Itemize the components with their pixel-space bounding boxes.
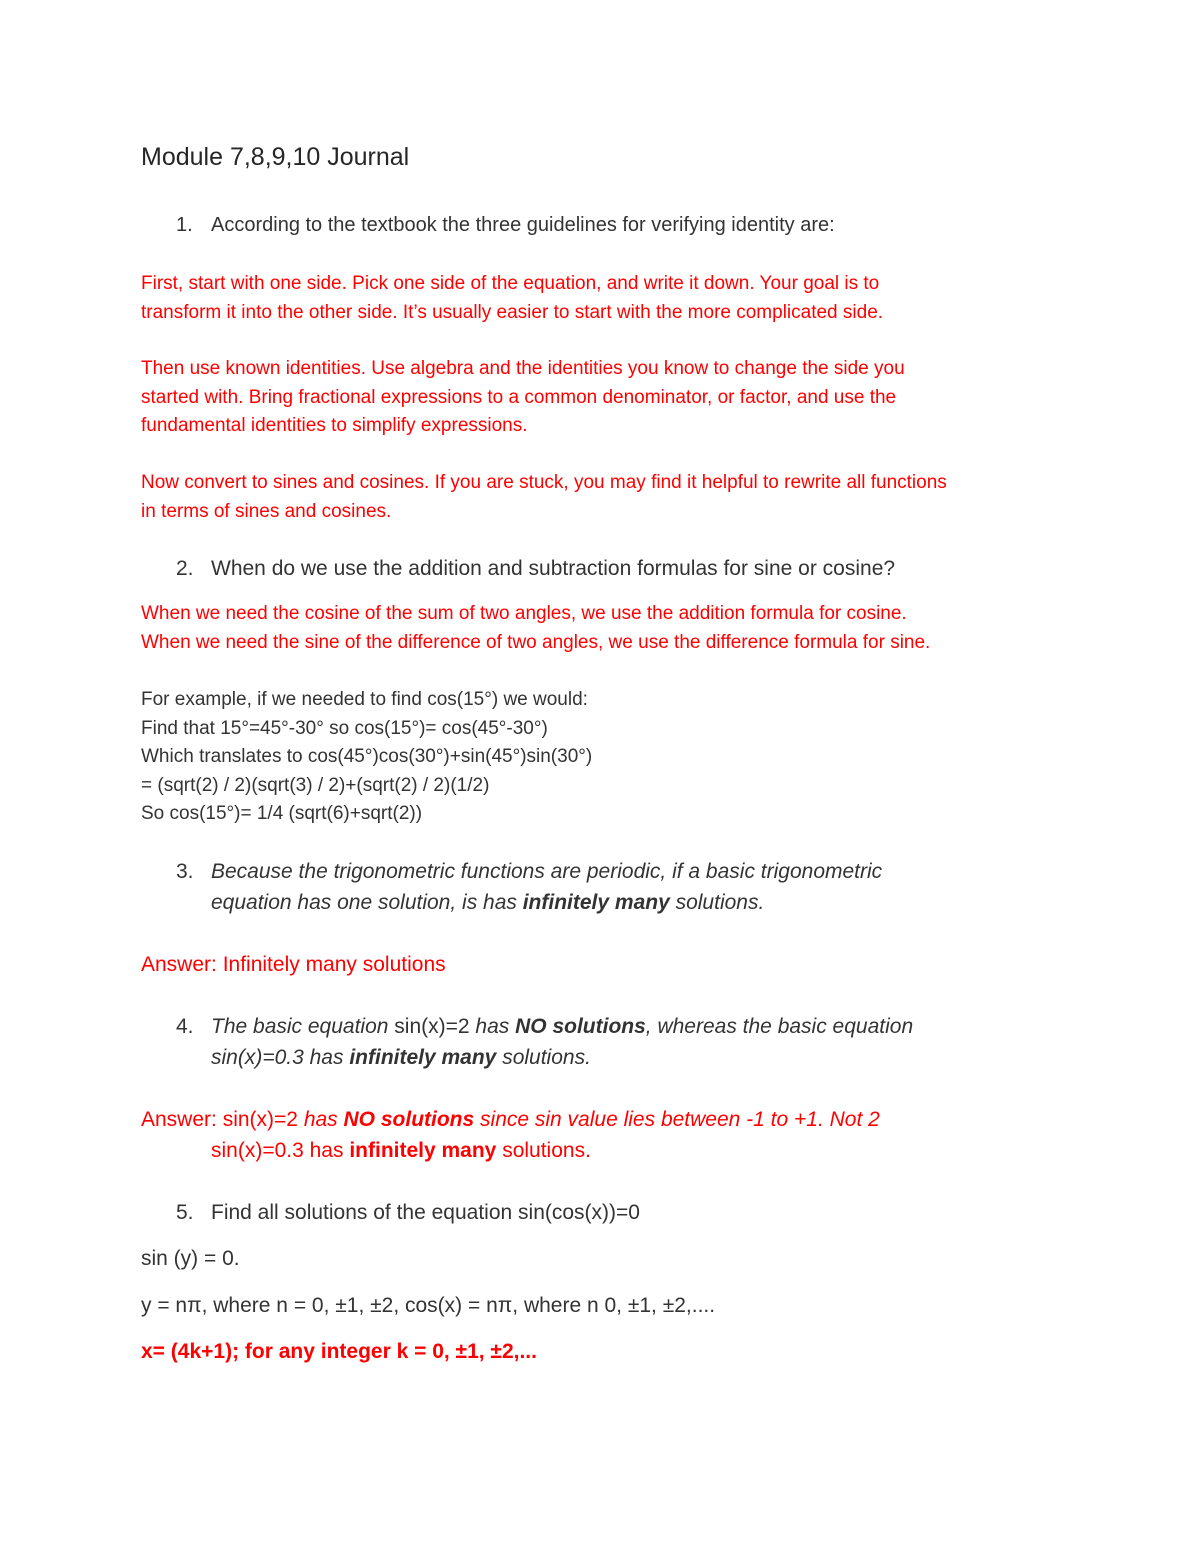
q3-answer: Answer: Infinitely many solutions — [141, 953, 446, 976]
q1-answer-1-line: transform it into the other side. It’s usually easier to start with the more complicated side. — [141, 301, 884, 323]
q4-number: 4. — [176, 1015, 194, 1038]
q2-example-line: For example, if we needed to find cos(15°) we would: — [141, 689, 588, 710]
q4-answer-equation: sin(x)=2 — [222, 1108, 298, 1131]
q4-text: The basic equation — [211, 1015, 395, 1038]
q4-answer-emphasis: NO solutions — [343, 1108, 475, 1131]
q2-example-line: Find that 15°=45°-30° so cos(15°)= cos(45°-30°) — [141, 717, 548, 739]
q1-answer-3-line: in terms of sines and cosines. — [141, 500, 392, 522]
q1-answer-2-line: started with. Bring fractional expressions to a common denominator, or factor, and use the — [141, 386, 897, 408]
q4-emphasis: NO solutions — [515, 1015, 646, 1038]
q4-answer-text: solutions. — [496, 1139, 591, 1162]
q2-example — [141, 686, 592, 829]
q3-line-1: Because the trigonometric functions are periodic, if a basic trigonometric — [211, 860, 883, 883]
q5-number: 5. — [176, 1201, 194, 1224]
q4-text: has — [469, 1015, 516, 1038]
q2-example-line: = (sqrt(2) / 2)(sqrt(3) / 2)+(sqrt(2) / 2)(1/2) — [141, 774, 490, 796]
q4-line-1 — [211, 1015, 913, 1039]
q1-answer-3-line: Now convert to sines and cosines. If you are stuck, you may find it helpful to rewrite all functions — [141, 472, 947, 493]
q1-number: 1. — [176, 214, 193, 236]
q1-answer-3 — [141, 469, 947, 526]
q3-line-2-text: equation has one solution, is has — [211, 891, 523, 914]
q5-text: Find all solutions of the equation sin(cos(x))=0 — [211, 1201, 640, 1224]
q4-answer-text: has — [297, 1108, 344, 1131]
q4-equation: sin(x)=2 — [394, 1015, 470, 1038]
q3-emphasis: infinitely many — [522, 891, 670, 914]
q2-number: 2. — [176, 557, 194, 580]
q2-answer — [141, 600, 930, 657]
q4-line-2 — [211, 1046, 591, 1070]
q1-text: According to the textbook the three guidelines for verifying identity are: — [211, 214, 835, 236]
q3-line-2 — [211, 891, 764, 915]
q2-text: When do we use the addition and subtraction formulas for sine or cosine? — [211, 557, 896, 580]
q2-example-line: Which translates to cos(45°)cos(30°)+sin(45°)sin(30°) — [141, 746, 593, 767]
q2-example-line: So cos(15°)= 1/4 (sqrt(6)+sqrt(2)) — [141, 803, 423, 824]
q4-answer-emphasis: infinitely many — [349, 1139, 497, 1162]
q4-answer-text: sin(x)=0.3 has — [211, 1139, 350, 1162]
page-title: Module 7,8,9,10 Journal — [141, 143, 410, 171]
q3-number: 3. — [176, 860, 194, 883]
q5-work-line-2: y = nπ, where n = 0, ±1, ±2, cos(x) = nπ, where n 0, ±1, ±2,.... — [141, 1294, 716, 1317]
q4-answer-text: since sin value lies between -1 to +1. Not 2 — [474, 1108, 880, 1131]
q2-answer-line: When we need the sine of the difference of two angles, we use the difference formula for sine. — [141, 631, 931, 653]
q4-text: , whereas the basic equation — [645, 1015, 914, 1038]
q4-text: solutions. — [496, 1046, 591, 1069]
q4-text: sin(x)=0.3 has — [211, 1046, 350, 1069]
q1-answer-2-line: Then use known identities. Use algebra and the identities you know to change the side you — [141, 358, 905, 379]
q4-answer-label: Answer: — [141, 1108, 223, 1131]
q2-answer-line: When we need the cosine of the sum of two angles, we use the addition formula for cosine. — [141, 603, 907, 624]
q5-work-line-1: sin (y) = 0. — [141, 1247, 240, 1270]
q5-answer: x= (4k+1); for any integer k = 0, ±1, ±2,... — [141, 1340, 537, 1363]
q4-answer-line-1 — [141, 1108, 880, 1132]
q1-answer-1-line: First, start with one side. Pick one side of the equation, and write it down. Your goal is to — [141, 273, 880, 294]
q1-answer-2-line: fundamental identities to simplify expressions. — [141, 415, 528, 436]
q3-line-2-end: solutions. — [669, 891, 765, 914]
q4-emphasis: infinitely many — [349, 1046, 497, 1069]
q4-answer-line-2 — [211, 1139, 591, 1163]
q1-answer-2 — [141, 355, 905, 441]
q1-answer-1 — [141, 270, 883, 327]
